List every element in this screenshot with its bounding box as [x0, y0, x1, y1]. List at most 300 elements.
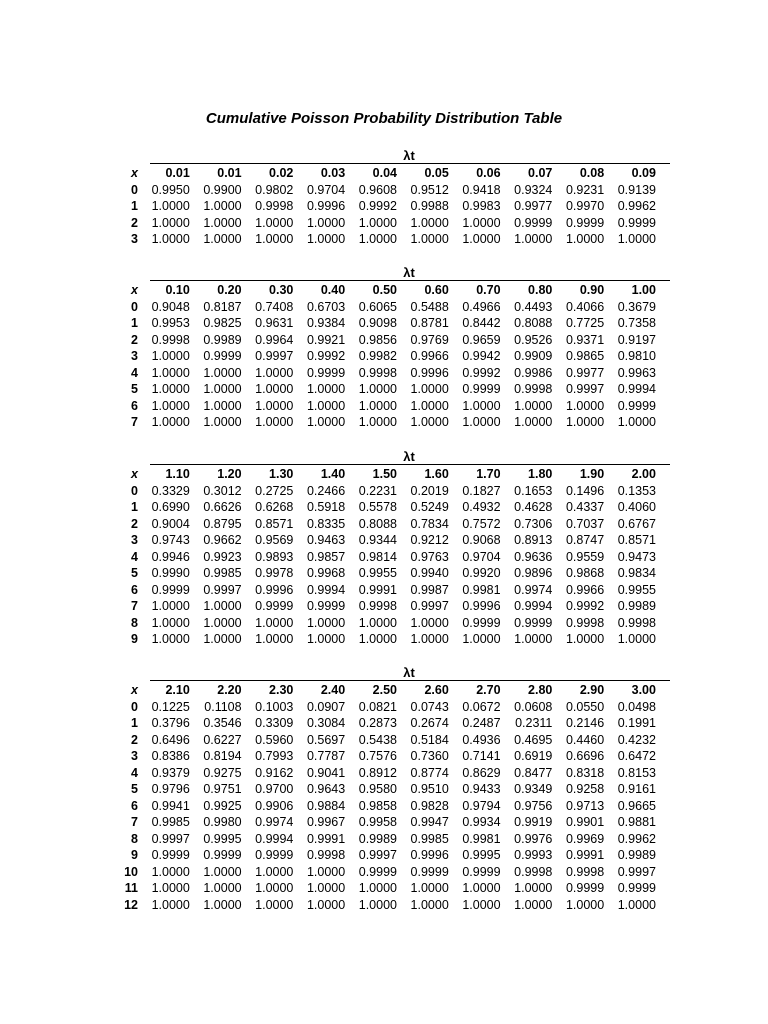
lambda-header: λt [403, 665, 415, 680]
probability-cell: 0.9974 [255, 815, 294, 830]
probability-cell: 1.0000 [410, 632, 449, 647]
x-value: 2 [131, 516, 138, 531]
probability-cell: 0.9996 [410, 365, 449, 380]
probability-cell: 0.9896 [514, 566, 553, 581]
probability-cell: 0.3796 [151, 716, 190, 731]
probability-cell: 0.9994 [255, 831, 294, 846]
probability-cell: 1.0000 [358, 415, 397, 430]
probability-cell: 0.9920 [462, 566, 501, 581]
probability-cell: 0.9384 [306, 316, 346, 331]
probability-cell: 0.9950 [151, 182, 190, 197]
probability-cell: 1.0000 [306, 615, 346, 630]
probability-cell: 0.9991 [358, 582, 397, 597]
probability-cell: 1.0000 [617, 632, 656, 647]
lambda-column-header: 1.90 [579, 467, 605, 482]
probability-cell: 0.9858 [358, 798, 397, 813]
probability-cell: 0.9999 [565, 881, 605, 896]
probability-cell: 0.9324 [514, 182, 553, 197]
probability-cell: 1.0000 [151, 615, 190, 630]
probability-cell: 0.9865 [565, 349, 605, 364]
table-row [120, 348, 656, 365]
probability-cell: 1.0000 [151, 398, 190, 413]
lambda-column-header: 1.60 [424, 467, 449, 482]
probability-cell: 1.0000 [203, 232, 242, 247]
probability-cell: 0.9997 [617, 864, 656, 879]
probability-cell: 0.9999 [617, 215, 656, 230]
lambda-column-header: 1.20 [217, 467, 242, 482]
probability-cell: 0.9996 [462, 599, 501, 614]
probability-cell: 1.0000 [151, 599, 190, 614]
probability-cell: 1.0000 [306, 632, 346, 647]
probability-cell: 1.0000 [358, 398, 397, 413]
probability-cell: 0.9608 [358, 182, 397, 197]
probability-cell: 0.9966 [410, 349, 449, 364]
lambda-column-header: 0.01 [165, 166, 190, 181]
table-row [120, 582, 656, 599]
probability-cell: 0.9999 [203, 349, 242, 364]
probability-cell: 1.0000 [462, 415, 501, 430]
probability-cell: 1.0000 [617, 415, 656, 430]
x-value: 2 [131, 732, 138, 747]
probability-cell: 0.9985 [410, 831, 449, 846]
lambda-column-header: 2.00 [631, 467, 656, 482]
probability-cell: 1.0000 [462, 215, 501, 230]
probability-cell: 0.2466 [306, 483, 346, 498]
probability-cell: 0.6767 [617, 516, 656, 531]
probability-cell: 1.0000 [151, 349, 190, 364]
probability-cell: 0.9942 [462, 349, 501, 364]
probability-cell: 0.9828 [410, 798, 449, 813]
lambda-column-header: 0.01 [217, 166, 242, 181]
probability-cell: 1.0000 [255, 215, 294, 230]
x-column-header: x [131, 283, 138, 298]
probability-cell: 1.0000 [410, 232, 449, 247]
lambda-column-header: 0.08 [579, 166, 605, 181]
probability-cell: 1.0000 [203, 382, 242, 397]
table-row [120, 699, 656, 716]
lambda-column-header: 1.50 [372, 467, 397, 482]
probability-cell: 0.9893 [255, 549, 294, 564]
lambda-column-header: 0.60 [424, 283, 449, 298]
probability-cell: 1.0000 [255, 897, 294, 912]
probability-cell: 1.0000 [410, 398, 449, 413]
probability-cell: 1.0000 [410, 215, 449, 230]
probability-cell: 0.9996 [410, 848, 449, 863]
probability-cell: 0.9700 [255, 782, 294, 797]
probability-cell: 0.9997 [151, 831, 190, 846]
lambda-column-header: 1.00 [631, 283, 656, 298]
probability-cell: 1.0000 [514, 897, 553, 912]
lambda-column-header: 0.90 [579, 283, 605, 298]
probability-cell: 0.4932 [462, 500, 501, 515]
probability-cell: 0.4460 [565, 732, 605, 747]
probability-cell: 1.0000 [462, 632, 501, 647]
probability-cell: 0.2019 [410, 483, 449, 498]
probability-cell: 0.7037 [565, 516, 605, 531]
probability-cell: 0.9802 [255, 182, 294, 197]
probability-cell: 1.0000 [255, 881, 294, 896]
probability-cell: 0.9881 [617, 815, 656, 830]
lambda-column-header: 1.80 [528, 467, 553, 482]
table-row [120, 732, 656, 749]
page-title: Cumulative Poisson Probability Distribution Table [205, 110, 563, 127]
probability-cell: 0.7360 [410, 749, 449, 764]
x-value: 2 [131, 332, 138, 347]
probability-cell: 0.9231 [565, 182, 605, 197]
probability-cell: 0.9857 [306, 549, 346, 564]
probability-cell: 0.9974 [514, 582, 553, 597]
probability-cell: 1.0000 [410, 415, 449, 430]
probability-cell: 0.0907 [306, 699, 346, 714]
x-value: 12 [124, 897, 138, 912]
probability-cell: 0.9999 [410, 864, 449, 879]
x-value: 3 [131, 232, 138, 247]
probability-cell: 0.7725 [565, 316, 605, 331]
probability-cell: 0.9998 [514, 382, 553, 397]
probability-cell: 0.9989 [203, 332, 242, 347]
probability-cell: 0.9946 [151, 549, 190, 564]
probability-cell: 0.9967 [306, 815, 346, 830]
probability-cell: 0.9662 [203, 533, 242, 548]
table-row [120, 897, 656, 914]
probability-cell: 0.8477 [514, 765, 553, 780]
table-row [120, 631, 656, 648]
probability-cell: 0.6227 [203, 732, 242, 747]
probability-cell: 0.9999 [514, 615, 553, 630]
probability-cell: 1.0000 [203, 599, 242, 614]
lambda-column-header: 0.04 [372, 166, 397, 181]
probability-cell: 0.8088 [358, 516, 397, 531]
probability-cell: 0.2674 [410, 716, 449, 731]
lambda-column-header: 2.90 [579, 683, 605, 698]
probability-cell: 1.0000 [306, 382, 346, 397]
probability-cell: 0.9900 [203, 182, 242, 197]
lambda-column-header: 0.03 [320, 166, 346, 181]
x-value: 6 [131, 798, 138, 813]
probability-cell: 0.3084 [306, 716, 346, 731]
x-column-header: x [131, 467, 138, 482]
probability-cell: 1.0000 [617, 897, 656, 912]
probability-cell: 0.7787 [306, 749, 346, 764]
probability-cell: 0.9998 [514, 864, 553, 879]
probability-cell: 0.0821 [358, 699, 397, 714]
probability-cell: 0.9098 [358, 316, 397, 331]
table-row [120, 414, 656, 431]
probability-cell: 1.0000 [514, 415, 553, 430]
probability-cell: 0.4936 [462, 732, 501, 747]
probability-cell: 0.9992 [306, 349, 346, 364]
table-row [120, 381, 656, 398]
probability-cell: 0.0672 [462, 699, 501, 714]
probability-cell: 1.0000 [410, 615, 449, 630]
table-row [120, 198, 656, 215]
probability-cell: 0.9162 [255, 765, 294, 780]
probability-cell: 1.0000 [203, 897, 242, 912]
x-value: 1 [131, 716, 138, 731]
probability-cell: 0.9999 [255, 599, 294, 614]
probability-cell: 0.0608 [514, 699, 553, 714]
lambda-column-header: 2.60 [424, 683, 449, 698]
probability-cell: 0.4628 [514, 500, 553, 515]
x-value: 4 [131, 549, 138, 564]
probability-cell: 0.3679 [617, 299, 656, 314]
probability-cell: 0.9992 [462, 365, 501, 380]
x-value: 10 [124, 864, 138, 879]
probability-cell: 0.9559 [565, 549, 605, 564]
probability-cell: 0.9992 [358, 199, 397, 214]
table-row [120, 516, 656, 533]
probability-cell: 1.0000 [151, 365, 190, 380]
probability-cell: 0.9934 [462, 815, 501, 830]
probability-cell: 0.9197 [617, 332, 656, 347]
probability-cell: 0.5960 [255, 732, 294, 747]
probability-cell: 1.0000 [203, 215, 242, 230]
table-row [120, 798, 656, 815]
probability-table [120, 682, 656, 913]
lambda-column-header: 0.06 [476, 166, 501, 181]
probability-cell: 0.1003 [255, 699, 294, 714]
table-row [120, 499, 656, 516]
probability-cell: 0.9743 [151, 533, 190, 548]
probability-cell: 0.8913 [514, 533, 553, 548]
probability-cell: 0.9713 [565, 798, 605, 813]
probability-cell: 1.0000 [151, 864, 190, 879]
probability-cell: 0.5438 [358, 732, 397, 747]
lambda-column-header: 1.10 [165, 467, 190, 482]
probability-cell: 0.9751 [203, 782, 242, 797]
probability-cell: 0.9998 [358, 365, 397, 380]
probability-cell: 0.9796 [151, 782, 190, 797]
x-value: 7 [131, 815, 138, 830]
probability-cell: 1.0000 [151, 881, 190, 896]
probability-cell: 0.9999 [462, 382, 501, 397]
probability-cell: 1.0000 [565, 897, 605, 912]
probability-cell: 1.0000 [617, 232, 656, 247]
probability-cell: 0.9941 [151, 798, 190, 813]
probability-cell: 0.4695 [514, 732, 553, 747]
probability-cell: 0.5697 [306, 732, 346, 747]
probability-cell: 0.7408 [255, 299, 294, 314]
probability-cell: 0.1225 [151, 699, 190, 714]
lambda-column-header: 0.07 [528, 166, 553, 181]
lambda-column-header: 2.20 [217, 683, 242, 698]
probability-cell: 0.9433 [462, 782, 501, 797]
lambda-header: λt [403, 449, 415, 464]
probability-cell: 1.0000 [255, 382, 294, 397]
probability-cell: 0.9962 [617, 831, 656, 846]
probability-cell: 0.9704 [462, 549, 501, 564]
probability-cell: 0.4493 [514, 299, 553, 314]
probability-cell: 1.0000 [565, 632, 605, 647]
probability-cell: 1.0000 [151, 897, 190, 912]
probability-cell: 0.6626 [203, 500, 242, 515]
probability-cell: 0.9976 [514, 831, 553, 846]
probability-cell: 0.3546 [203, 716, 242, 731]
probability-cell: 0.1653 [514, 483, 553, 498]
probability-cell: 0.7141 [462, 749, 501, 764]
probability-cell: 0.9964 [255, 332, 294, 347]
probability-cell: 0.9901 [565, 815, 605, 830]
table-row [120, 864, 656, 881]
probability-cell: 0.9909 [514, 349, 553, 364]
table-row [120, 532, 656, 549]
probability-cell: 1.0000 [462, 897, 501, 912]
probability-cell: 0.9998 [306, 848, 346, 863]
probability-cell: 0.6472 [617, 749, 656, 764]
x-value: 6 [131, 398, 138, 413]
probability-cell: 0.9665 [617, 798, 656, 813]
probability-cell: 0.9990 [151, 566, 190, 581]
table-row [120, 549, 656, 566]
probability-cell: 0.9999 [565, 215, 605, 230]
probability-cell: 0.9998 [255, 199, 294, 214]
probability-cell: 0.9834 [617, 566, 656, 581]
probability-cell: 0.9999 [514, 215, 553, 230]
probability-cell: 0.9955 [358, 566, 397, 581]
probability-cell: 0.9994 [617, 382, 656, 397]
probability-cell: 1.0000 [358, 232, 397, 247]
probability-cell: 0.9962 [617, 199, 656, 214]
probability-cell: 0.8318 [565, 765, 605, 780]
probability-cell: 0.9999 [617, 881, 656, 896]
probability-cell: 0.9995 [203, 831, 242, 846]
probability-cell: 0.9995 [462, 848, 501, 863]
probability-cell: 0.8442 [462, 316, 501, 331]
probability-cell: 0.9659 [462, 332, 501, 347]
table-row [120, 315, 656, 332]
probability-cell: 0.9968 [306, 566, 346, 581]
probability-cell: 1.0000 [462, 881, 501, 896]
probability-cell: 0.1991 [617, 716, 656, 731]
probability-cell: 0.9986 [514, 365, 553, 380]
probability-cell: 0.9983 [462, 199, 501, 214]
probability-cell: 1.0000 [151, 632, 190, 647]
x-value: 2 [131, 215, 138, 230]
probability-cell: 1.0000 [203, 864, 242, 879]
x-value: 3 [131, 349, 138, 364]
probability-cell: 0.9512 [410, 182, 449, 197]
probability-cell: 0.9999 [151, 582, 190, 597]
probability-cell: 0.9825 [203, 316, 242, 331]
probability-cell: 0.9998 [565, 864, 605, 879]
probability-cell: 0.8194 [203, 749, 242, 764]
probability-cell: 1.0000 [255, 365, 294, 380]
lambda-column-header: 0.40 [320, 283, 346, 298]
probability-cell: 0.6268 [255, 500, 294, 515]
probability-cell: 0.9526 [514, 332, 553, 347]
lambda-column-header: 0.05 [424, 166, 449, 181]
probability-cell: 0.9996 [306, 199, 346, 214]
header-rule [150, 464, 670, 465]
x-value: 6 [131, 582, 138, 597]
probability-cell: 0.8912 [358, 765, 397, 780]
probability-cell: 0.9884 [306, 798, 346, 813]
probability-cell: 0.8386 [151, 749, 190, 764]
lambda-column-header: 2.50 [372, 683, 397, 698]
probability-cell: 1.0000 [306, 232, 346, 247]
probability-cell: 0.8795 [203, 516, 242, 531]
probability-cell: 0.9906 [255, 798, 294, 813]
x-value: 4 [131, 765, 138, 780]
table-header-row [120, 282, 656, 299]
probability-cell: 0.9161 [617, 782, 656, 797]
probability-cell: 1.0000 [462, 398, 501, 413]
probability-cell: 1.0000 [565, 398, 605, 413]
x-value: 9 [131, 632, 138, 647]
table-row [120, 814, 656, 831]
probability-cell: 0.9998 [151, 332, 190, 347]
probability-cell: 0.9631 [255, 316, 294, 331]
probability-cell: 0.2146 [565, 716, 605, 731]
probability-cell: 0.9958 [358, 815, 397, 830]
probability-cell: 0.2231 [358, 483, 397, 498]
probability-cell: 0.9212 [410, 533, 449, 548]
x-column-header: x [131, 166, 138, 181]
probability-cell: 0.9041 [306, 765, 346, 780]
probability-cell: 0.9004 [151, 516, 190, 531]
probability-cell: 0.9991 [306, 831, 346, 846]
lambda-column-header: 0.20 [217, 283, 242, 298]
probability-cell: 0.2873 [358, 716, 397, 731]
probability-cell: 0.9756 [514, 798, 553, 813]
x-value: 0 [131, 299, 138, 314]
probability-cell: 0.8187 [203, 299, 242, 314]
x-value: 0 [131, 182, 138, 197]
probability-cell: 0.6696 [565, 749, 605, 764]
probability-cell: 0.7834 [410, 516, 449, 531]
x-value: 0 [131, 699, 138, 714]
probability-cell: 0.9868 [565, 566, 605, 581]
lambda-column-header: 0.50 [372, 283, 397, 298]
probability-cell: 0.9970 [565, 199, 605, 214]
table-row [120, 781, 656, 798]
table-row [120, 565, 656, 582]
lambda-column-header: 1.70 [476, 467, 501, 482]
header-rule [150, 680, 670, 681]
probability-cell: 0.4066 [565, 299, 605, 314]
probability-cell: 0.9953 [151, 316, 190, 331]
lambda-column-header: 1.30 [269, 467, 294, 482]
probability-cell: 0.8774 [410, 765, 449, 780]
probability-cell: 0.9998 [358, 599, 397, 614]
probability-cell: 1.0000 [565, 232, 605, 247]
x-value: 7 [131, 599, 138, 614]
probability-cell: 0.9987 [410, 582, 449, 597]
probability-cell: 0.9999 [255, 848, 294, 863]
probability-cell: 0.9994 [306, 582, 346, 597]
probability-cell: 0.9569 [255, 533, 294, 548]
probability-cell: 0.1827 [462, 483, 501, 498]
probability-cell: 1.0000 [410, 881, 449, 896]
probability-cell: 0.9989 [617, 848, 656, 863]
probability-cell: 0.2725 [255, 483, 294, 498]
probability-cell: 1.0000 [514, 398, 553, 413]
probability-cell: 1.0000 [151, 199, 190, 214]
x-value: 1 [131, 199, 138, 214]
probability-cell: 0.9997 [255, 349, 294, 364]
x-value: 11 [124, 881, 138, 896]
probability-cell: 0.4232 [617, 732, 656, 747]
probability-cell: 0.3329 [151, 483, 190, 498]
probability-cell: 1.0000 [306, 415, 346, 430]
x-value: 4 [131, 365, 138, 380]
probability-cell: 0.9999 [462, 864, 501, 879]
lambda-header: λt [403, 265, 415, 280]
probability-cell: 1.0000 [151, 232, 190, 247]
probability-cell: 1.0000 [203, 398, 242, 413]
probability-cell: 0.9977 [514, 199, 553, 214]
probability-cell: 0.8153 [617, 765, 656, 780]
